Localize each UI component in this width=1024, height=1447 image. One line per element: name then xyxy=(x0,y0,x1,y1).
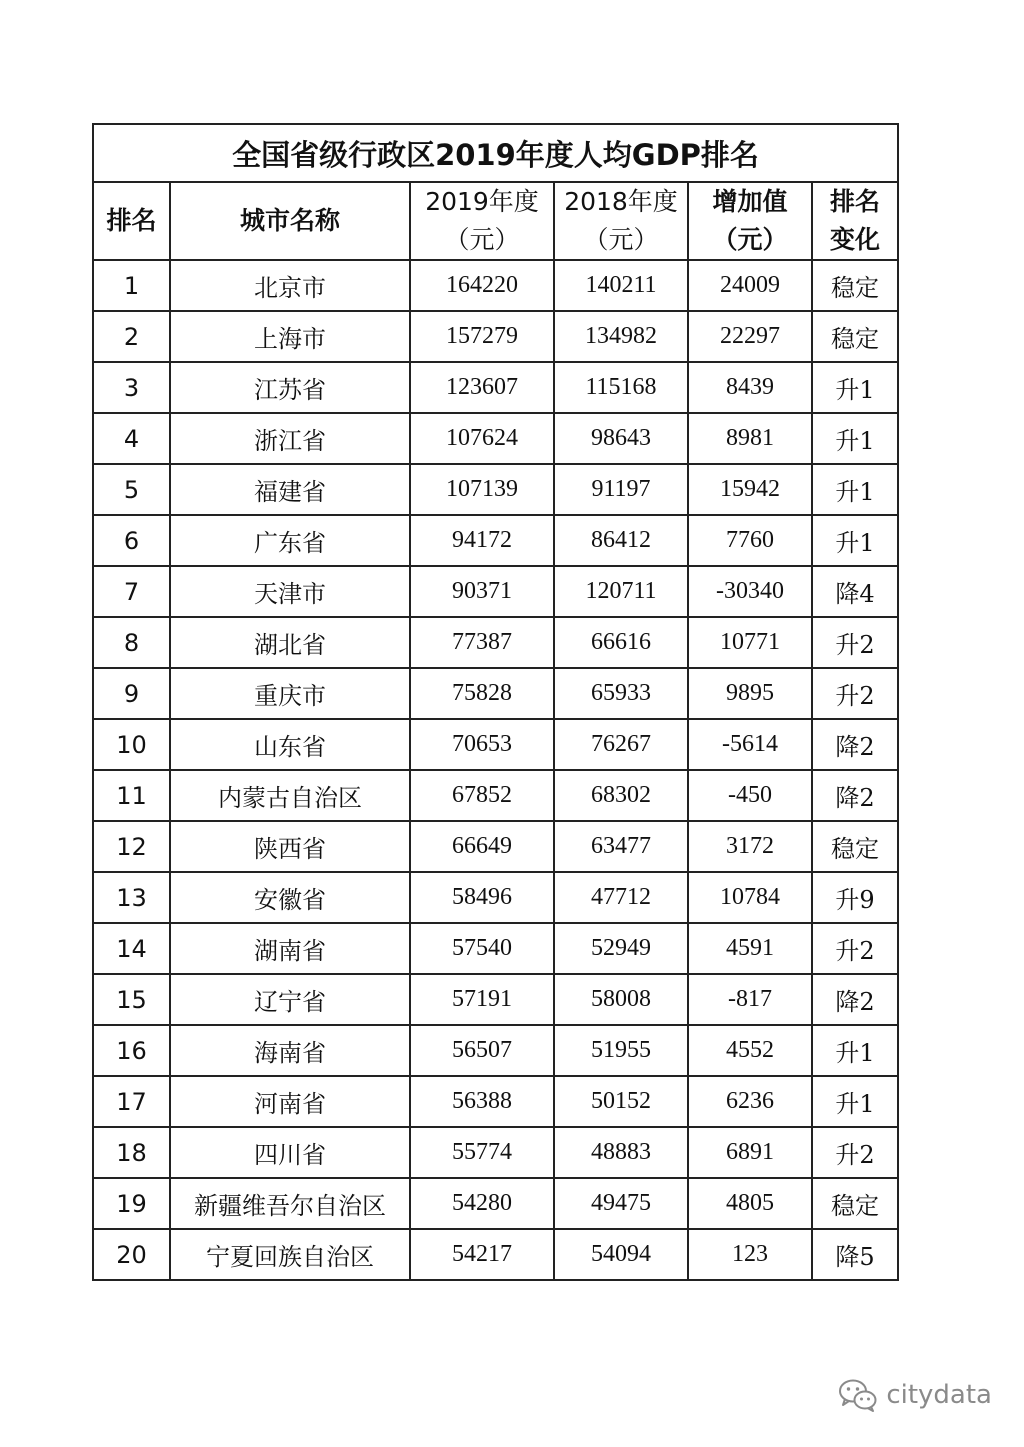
rank-cell: 5 xyxy=(93,464,170,515)
table-row xyxy=(93,719,898,770)
gdp-2018-cell: 76267 xyxy=(554,719,688,770)
city-name-cell: 江苏省 xyxy=(170,362,410,413)
gdp-2018-cell: 47712 xyxy=(554,872,688,923)
rank-cell: 19 xyxy=(93,1178,170,1229)
gdp-2018-cell: 65933 xyxy=(554,668,688,719)
header-increase xyxy=(688,182,812,260)
gdp-2019-cell: 55774 xyxy=(410,1127,554,1178)
rank-cell: 13 xyxy=(93,872,170,923)
city-name-cell: 福建省 xyxy=(170,464,410,515)
city-name-cell: 山东省 xyxy=(170,719,410,770)
rank-change-cell: 升1 xyxy=(812,413,898,464)
rank-cell: 17 xyxy=(93,1076,170,1127)
rank-cell: 15 xyxy=(93,974,170,1025)
increase-cell: 24009 xyxy=(688,260,812,311)
gdp-2018-cell: 63477 xyxy=(554,821,688,872)
city-name-cell: 四川省 xyxy=(170,1127,410,1178)
gdp-2019-cell: 58496 xyxy=(410,872,554,923)
table-row xyxy=(93,770,898,821)
table-row xyxy=(93,362,898,413)
rank-cell: 8 xyxy=(93,617,170,668)
header-city: 城市名称 xyxy=(170,182,410,260)
rank-change-cell: 稳定 xyxy=(812,260,898,311)
table-row xyxy=(93,1229,898,1280)
table-row xyxy=(93,1127,898,1178)
increase-cell: 8439 xyxy=(688,362,812,413)
increase-cell: 6891 xyxy=(688,1127,812,1178)
city-name-cell: 重庆市 xyxy=(170,668,410,719)
gdp-2019-cell: 107139 xyxy=(410,464,554,515)
table-row xyxy=(93,923,898,974)
city-name-cell: 内蒙古自治区 xyxy=(170,770,410,821)
gdp-2018-cell: 52949 xyxy=(554,923,688,974)
gdp-2019-cell: 107624 xyxy=(410,413,554,464)
gdp-2018-cell: 66616 xyxy=(554,617,688,668)
city-name-cell: 广东省 xyxy=(170,515,410,566)
gdp-2019-cell: 57540 xyxy=(410,923,554,974)
rank-cell: 6 xyxy=(93,515,170,566)
gdp-2018-cell: 86412 xyxy=(554,515,688,566)
rank-cell: 10 xyxy=(93,719,170,770)
rank-cell: 7 xyxy=(93,566,170,617)
gdp-2018-cell: 140211 xyxy=(554,260,688,311)
table-row xyxy=(93,1076,898,1127)
city-name-cell: 湖北省 xyxy=(170,617,410,668)
header-2019-line1: 2019年度 xyxy=(425,187,539,216)
city-name-cell: 天津市 xyxy=(170,566,410,617)
rank-change-cell: 升1 xyxy=(812,1076,898,1127)
header-rank-change xyxy=(812,182,898,260)
table-row xyxy=(93,566,898,617)
rank-change-cell: 降5 xyxy=(812,1229,898,1280)
gdp-2019-cell: 157279 xyxy=(410,311,554,362)
rank-change-cell: 稳定 xyxy=(812,1178,898,1229)
increase-cell: 4552 xyxy=(688,1025,812,1076)
table-row xyxy=(93,260,898,311)
increase-cell: 10784 xyxy=(688,872,812,923)
rank-cell: 12 xyxy=(93,821,170,872)
city-name-cell: 海南省 xyxy=(170,1025,410,1076)
header-rank: 排名 xyxy=(93,182,170,260)
increase-cell: 7760 xyxy=(688,515,812,566)
table-row xyxy=(93,1025,898,1076)
gdp-2018-cell: 120711 xyxy=(554,566,688,617)
gdp-2018-cell: 50152 xyxy=(554,1076,688,1127)
gdp-2018-cell: 51955 xyxy=(554,1025,688,1076)
rank-change-cell: 升1 xyxy=(812,362,898,413)
gdp-2018-cell: 134982 xyxy=(554,311,688,362)
gdp-2018-cell: 54094 xyxy=(554,1229,688,1280)
gdp-2018-cell: 98643 xyxy=(554,413,688,464)
gdp-2019-cell: 54280 xyxy=(410,1178,554,1229)
rank-change-cell: 升2 xyxy=(812,923,898,974)
header-increase-line2: （元） xyxy=(712,225,788,254)
gdp-2018-cell: 91197 xyxy=(554,464,688,515)
table-title-row xyxy=(93,124,898,182)
rank-change-cell: 稳定 xyxy=(812,311,898,362)
increase-cell: -817 xyxy=(688,974,812,1025)
rank-cell: 2 xyxy=(93,311,170,362)
table-row xyxy=(93,464,898,515)
increase-cell: 9895 xyxy=(688,668,812,719)
gdp-2019-cell: 77387 xyxy=(410,617,554,668)
header-change-line1: 排名 xyxy=(829,187,880,216)
increase-cell: 3172 xyxy=(688,821,812,872)
table-row xyxy=(93,821,898,872)
rank-cell: 11 xyxy=(93,770,170,821)
rank-change-cell: 降2 xyxy=(812,974,898,1025)
increase-cell: -30340 xyxy=(688,566,812,617)
header-2018 xyxy=(554,182,688,260)
city-name-cell: 湖南省 xyxy=(170,923,410,974)
table-row xyxy=(93,617,898,668)
increase-cell: 8981 xyxy=(688,413,812,464)
rank-cell: 14 xyxy=(93,923,170,974)
rank-change-cell: 升9 xyxy=(812,872,898,923)
table-row xyxy=(93,515,898,566)
gdp-2019-cell: 54217 xyxy=(410,1229,554,1280)
rank-change-cell: 升2 xyxy=(812,617,898,668)
rank-cell: 1 xyxy=(93,260,170,311)
increase-cell: 6236 xyxy=(688,1076,812,1127)
gdp-ranking-table xyxy=(92,123,899,1281)
gdp-2019-cell: 56388 xyxy=(410,1076,554,1127)
gdp-2019-cell: 90371 xyxy=(410,566,554,617)
increase-cell: -450 xyxy=(688,770,812,821)
city-name-cell: 辽宁省 xyxy=(170,974,410,1025)
increase-cell: 22297 xyxy=(688,311,812,362)
gdp-2018-cell: 48883 xyxy=(554,1127,688,1178)
table-title: 全国省级行政区2019年度人均GDP排名 xyxy=(93,124,898,182)
header-change-line2: 变化 xyxy=(829,225,880,254)
rank-cell: 18 xyxy=(93,1127,170,1178)
rank-cell: 9 xyxy=(93,668,170,719)
watermark-text: citydata xyxy=(886,1380,992,1410)
table-row xyxy=(93,974,898,1025)
gdp-2018-cell: 115168 xyxy=(554,362,688,413)
city-name-cell: 新疆维吾尔自治区 xyxy=(170,1178,410,1229)
gdp-2019-cell: 66649 xyxy=(410,821,554,872)
table-row xyxy=(93,1178,898,1229)
increase-cell: -5614 xyxy=(688,719,812,770)
city-name-cell: 陕西省 xyxy=(170,821,410,872)
city-name-cell: 河南省 xyxy=(170,1076,410,1127)
rank-cell: 20 xyxy=(93,1229,170,1280)
gdp-2019-cell: 164220 xyxy=(410,260,554,311)
gdp-2018-cell: 68302 xyxy=(554,770,688,821)
header-2019 xyxy=(410,182,554,260)
table-row xyxy=(93,311,898,362)
gdp-2019-cell: 75828 xyxy=(410,668,554,719)
increase-cell: 10771 xyxy=(688,617,812,668)
gdp-2019-cell: 70653 xyxy=(410,719,554,770)
header-2018-line2: （元） xyxy=(583,225,659,254)
city-name-cell: 上海市 xyxy=(170,311,410,362)
gdp-2019-cell: 57191 xyxy=(410,974,554,1025)
rank-cell: 4 xyxy=(93,413,170,464)
increase-cell: 4591 xyxy=(688,923,812,974)
rank-cell: 16 xyxy=(93,1025,170,1076)
gdp-2019-cell: 94172 xyxy=(410,515,554,566)
increase-cell: 123 xyxy=(688,1229,812,1280)
rank-change-cell: 降2 xyxy=(812,770,898,821)
gdp-2019-cell: 67852 xyxy=(410,770,554,821)
wechat-icon xyxy=(838,1378,878,1412)
header-increase-line1: 增加值 xyxy=(712,187,788,216)
city-name-cell: 浙江省 xyxy=(170,413,410,464)
rank-change-cell: 升2 xyxy=(812,1127,898,1178)
gdp-2018-cell: 49475 xyxy=(554,1178,688,1229)
city-name-cell: 安徽省 xyxy=(170,872,410,923)
gdp-2019-cell: 56507 xyxy=(410,1025,554,1076)
header-2019-line2: （元） xyxy=(444,225,520,254)
increase-cell: 4805 xyxy=(688,1178,812,1229)
table-row xyxy=(93,668,898,719)
table-row xyxy=(93,872,898,923)
table-header-row xyxy=(93,182,898,260)
city-name-cell: 宁夏回族自治区 xyxy=(170,1229,410,1280)
city-name-cell: 北京市 xyxy=(170,260,410,311)
rank-cell: 3 xyxy=(93,362,170,413)
rank-change-cell: 升1 xyxy=(812,1025,898,1076)
watermark xyxy=(838,1378,992,1412)
rank-change-cell: 稳定 xyxy=(812,821,898,872)
rank-change-cell: 降4 xyxy=(812,566,898,617)
gdp-2018-cell: 58008 xyxy=(554,974,688,1025)
rank-change-cell: 升1 xyxy=(812,515,898,566)
rank-change-cell: 升2 xyxy=(812,668,898,719)
rank-change-cell: 降2 xyxy=(812,719,898,770)
gdp-2019-cell: 123607 xyxy=(410,362,554,413)
increase-cell: 15942 xyxy=(688,464,812,515)
rank-change-cell: 升1 xyxy=(812,464,898,515)
table-row xyxy=(93,413,898,464)
table-body xyxy=(93,260,898,1280)
header-2018-line1: 2018年度 xyxy=(564,187,678,216)
